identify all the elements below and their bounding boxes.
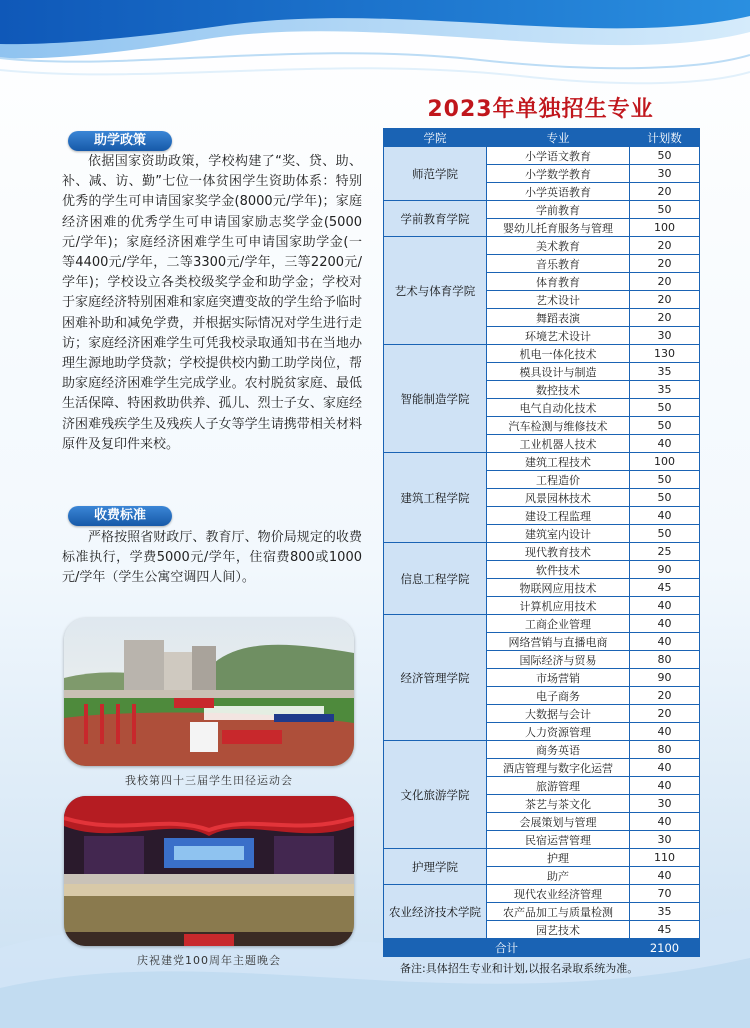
aid-policy-text: 依据国家资助政策，学校构建了“奖、贷、助、补、减、访、勤”七位一体贫困学生资助体系：特别优秀的学生可申请国家奖学金(8000元/学年)；家庭经济困难的优秀学生可申请国家励志奖学金(5000元/学年)；家庭经济困难学生可申请国家助学金(一等4400元/学年，二等3300元/学年，三等2200元/学年)；学校设立各类校级奖学金和助学金；学校对于家庭经济特别困难和家庭突遭变故的学生给予临时困难补助和减免学费，并根据实际情况对学生进行走访；家庭经济困难学生可凭我校录取通知书在当地办理生源地助学贷款；学校提供校内勤工助学岗位，帮助家庭经济困难学生完成学业。农村脱贫家庭、最低生活保障、特困救助供养、孤儿、烈士子女、家庭经济困难残疾学生及残疾人子女等学生请携带相关材料原件及复印件来校。: [62, 154, 362, 452]
quota-cell: 20: [630, 183, 700, 201]
quota-cell: 40: [630, 813, 700, 831]
page-title: 2023年单独招生专业: [427, 97, 654, 122]
major-cell: 商务英语: [487, 741, 630, 759]
major-cell: 小学语文教育: [487, 147, 630, 165]
quota-cell: 40: [630, 867, 700, 885]
major-cell: 小学英语教育: [487, 183, 630, 201]
total-label: 合计: [384, 939, 630, 957]
major-cell: 工程造价: [487, 471, 630, 489]
major-cell: 建筑工程技术: [487, 453, 630, 471]
major-cell: 民宿运营管理: [487, 831, 630, 849]
quota-cell: 40: [630, 615, 700, 633]
quota-cell: 90: [630, 669, 700, 687]
quota-cell: 40: [630, 759, 700, 777]
major-cell: 现代教育技术: [487, 543, 630, 561]
table-row: [384, 615, 700, 633]
major-cell: 园艺技术: [487, 921, 630, 939]
quota-cell: 40: [630, 435, 700, 453]
major-cell: 婴幼儿托育服务与管理: [487, 219, 630, 237]
quota-cell: 50: [630, 489, 700, 507]
quota-cell: 100: [630, 219, 700, 237]
quota-cell: 50: [630, 471, 700, 489]
quota-cell: 50: [630, 399, 700, 417]
major-cell: 网络营销与直播电商: [487, 633, 630, 651]
quota-cell: 40: [630, 633, 700, 651]
quota-cell: 110: [630, 849, 700, 867]
quota-cell: 80: [630, 651, 700, 669]
major-cell: 电子商务: [487, 687, 630, 705]
sports-meet-caption: 我校第四十三届学生田径运动会: [125, 774, 293, 787]
quota-cell: 100: [630, 453, 700, 471]
quota-cell: 20: [630, 237, 700, 255]
quota-cell: 80: [630, 741, 700, 759]
header-wave-decoration: [0, 0, 750, 100]
quota-cell: 45: [630, 579, 700, 597]
header-college: 学院: [384, 129, 487, 147]
major-cell: 人力资源管理: [487, 723, 630, 741]
quota-cell: 40: [630, 507, 700, 525]
quota-cell: 35: [630, 363, 700, 381]
major-cell: 会展策划与管理: [487, 813, 630, 831]
major-cell: 小学数学教育: [487, 165, 630, 183]
major-cell: 模具设计与制造: [487, 363, 630, 381]
quota-cell: 30: [630, 831, 700, 849]
college-cell: 文化旅游学院: [384, 741, 487, 849]
quota-cell: 130: [630, 345, 700, 363]
major-cell: 助产: [487, 867, 630, 885]
quota-cell: 30: [630, 795, 700, 813]
major-cell: 工业机器人技术: [487, 435, 630, 453]
college-cell: 建筑工程学院: [384, 453, 487, 543]
table-total-row: [384, 939, 700, 957]
major-cell: 机电一体化技术: [487, 345, 630, 363]
header-quota: 计划数: [630, 129, 700, 147]
quota-cell: 40: [630, 777, 700, 795]
college-cell: 学前教育学院: [384, 201, 487, 237]
major-cell: 现代农业经济管理: [487, 885, 630, 903]
quota-cell: 20: [630, 273, 700, 291]
gala-caption: 庆祝建党100周年主题晚会: [137, 954, 281, 967]
gala-photo: [64, 796, 354, 946]
college-cell: 经济管理学院: [384, 615, 487, 741]
table-row: [384, 201, 700, 219]
major-cell: 建设工程监理: [487, 507, 630, 525]
table-row: [384, 849, 700, 867]
quota-cell: 25: [630, 543, 700, 561]
major-cell: 音乐教育: [487, 255, 630, 273]
college-cell: 智能制造学院: [384, 345, 487, 453]
quota-cell: 20: [630, 705, 700, 723]
college-cell: 护理学院: [384, 849, 487, 885]
major-cell: 汽车检测与维修技术: [487, 417, 630, 435]
major-cell: 旅游管理: [487, 777, 630, 795]
header-major: 专业: [487, 129, 630, 147]
major-cell: 酒店管理与数字化运营: [487, 759, 630, 777]
major-cell: 计算机应用技术: [487, 597, 630, 615]
major-cell: 环境艺术设计: [487, 327, 630, 345]
table-header-row: [384, 129, 700, 147]
quota-cell: 45: [630, 921, 700, 939]
major-cell: 大数据与会计: [487, 705, 630, 723]
major-cell: 电气自动化技术: [487, 399, 630, 417]
enrollment-table: [383, 128, 699, 957]
major-cell: 农产品加工与质量检测: [487, 903, 630, 921]
quota-cell: 20: [630, 687, 700, 705]
major-cell: 艺术设计: [487, 291, 630, 309]
major-cell: 建筑室内设计: [487, 525, 630, 543]
major-cell: 体育教育: [487, 273, 630, 291]
quota-cell: 20: [630, 291, 700, 309]
table-row: [384, 147, 700, 165]
table-row: [384, 741, 700, 759]
quota-cell: 70: [630, 885, 700, 903]
major-cell: 市场营销: [487, 669, 630, 687]
major-cell: 美术教育: [487, 237, 630, 255]
college-cell: 师范学院: [384, 147, 487, 201]
quota-cell: 50: [630, 201, 700, 219]
major-cell: 国际经济与贸易: [487, 651, 630, 669]
quota-cell: 50: [630, 417, 700, 435]
major-cell: 软件技术: [487, 561, 630, 579]
major-cell: 工商企业管理: [487, 615, 630, 633]
major-cell: 护理: [487, 849, 630, 867]
fee-standard-text: 严格按照省财政厅、教育厅、物价局规定的收费标准执行，学费5000元/学年，住宿费800或1000元/学年（学生公寓空调四人间）。: [62, 530, 362, 586]
major-cell: 风景园林技术: [487, 489, 630, 507]
quota-cell: 40: [630, 597, 700, 615]
quota-cell: 90: [630, 561, 700, 579]
quota-cell: 40: [630, 723, 700, 741]
table-row: [384, 453, 700, 471]
major-cell: 学前教育: [487, 201, 630, 219]
fee-standard-heading: 收费标准: [68, 506, 172, 526]
table-row: [384, 345, 700, 363]
quota-cell: 30: [630, 165, 700, 183]
quota-cell: 20: [630, 309, 700, 327]
sports-meet-photo: [64, 618, 354, 766]
total-value: 2100: [630, 939, 700, 957]
quota-cell: 35: [630, 903, 700, 921]
college-cell: 信息工程学院: [384, 543, 487, 615]
major-cell: 茶艺与茶文化: [487, 795, 630, 813]
major-cell: 数控技术: [487, 381, 630, 399]
footnote: 备注:具体招生专业和计划,以报名录取系统为准。: [400, 962, 639, 975]
aid-policy-heading: 助学政策: [68, 131, 172, 151]
major-cell: 舞蹈表演: [487, 309, 630, 327]
table-row: [384, 885, 700, 903]
table-row: [384, 237, 700, 255]
quota-cell: 30: [630, 327, 700, 345]
college-cell: 艺术与体育学院: [384, 237, 487, 345]
major-cell: 物联网应用技术: [487, 579, 630, 597]
quota-cell: 50: [630, 525, 700, 543]
quota-cell: 20: [630, 255, 700, 273]
college-cell: 农业经济技术学院: [384, 885, 487, 939]
quota-cell: 50: [630, 147, 700, 165]
table-row: [384, 543, 700, 561]
quota-cell: 35: [630, 381, 700, 399]
